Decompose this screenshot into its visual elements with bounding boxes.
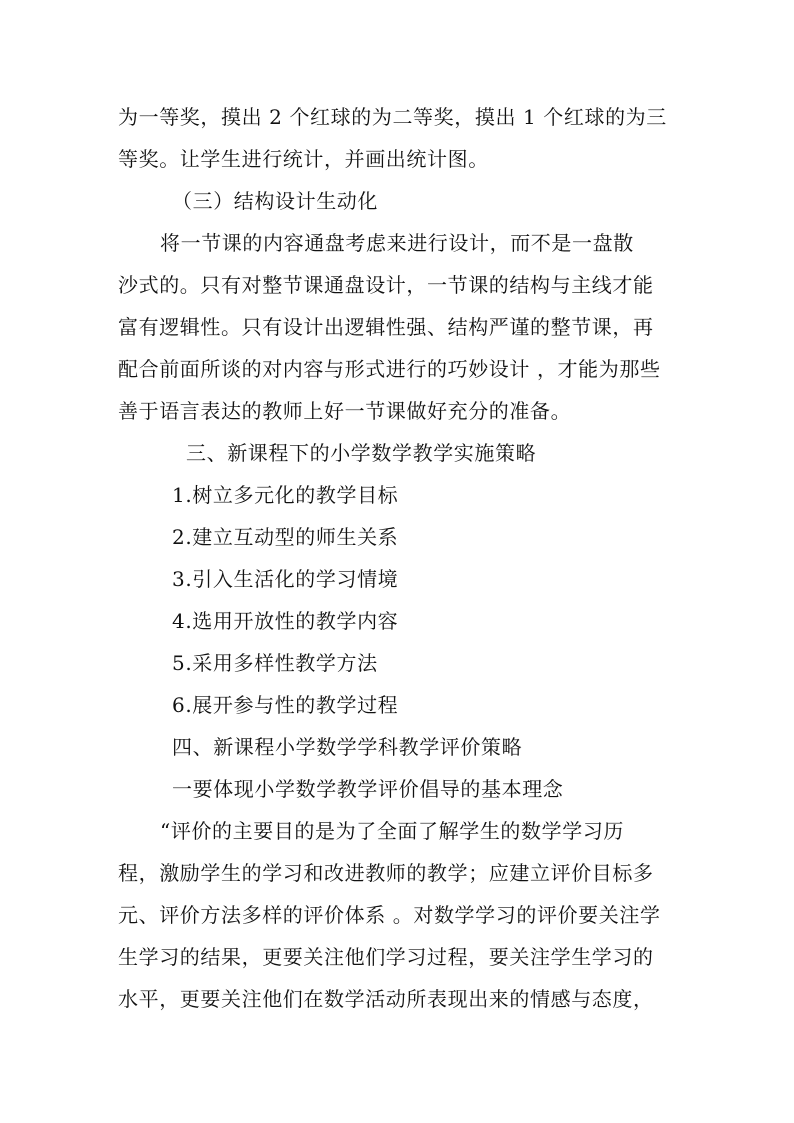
paragraph-line: 沙式的。只有对整节课通盘设计，一节课的结构与主线才能 (118, 273, 654, 297)
paragraph-line: 富有逻辑性。只有设计出逻辑性强、结构严谨的整节课，再 (118, 315, 654, 339)
section-heading: （三）结构设计生动化 (172, 189, 378, 213)
list-item: 2.建立互动型的师生关系 (172, 525, 399, 549)
section-heading: 三、新课程下的小学数学教学实施策略 (186, 441, 537, 465)
paragraph-line: 善于语言表达的教师上好一节课做好充分的准备。 (118, 399, 572, 423)
list-item: 1.树立多元化的教学目标 (172, 483, 399, 507)
paragraph-line: 将一节课的内容通盘考虑来进行设计，而不是一盘散 (160, 231, 634, 255)
paragraph-line: 配合前面所谈的对内容与形式进行的巧妙设计 ，才能为那些 (118, 357, 661, 381)
paragraph-line: 程，激励学生的学习和改进教师的教学；应建立评价目标多 (118, 861, 654, 885)
paragraph-line: “评价的主要目的是为了全面了解学生的数学学习历 (160, 819, 625, 843)
section-heading: 四、新课程小学数学学科教学评价策略 (172, 735, 523, 759)
paragraph-line: 为一等奖，摸出 2 个红球的为二等奖，摸出 1 个红球的为三 (118, 105, 667, 129)
list-item: 3.引入生活化的学习情境 (172, 567, 399, 591)
list-item: 4.选用开放性的教学内容 (172, 609, 399, 633)
paragraph-line: 生学习的结果，更要关注他们学习过程，要关注学生学习的 (118, 945, 654, 969)
list-item: 6.展开参与性的教学过程 (172, 693, 399, 717)
list-item: 5.采用多样性教学方法 (172, 651, 378, 675)
paragraph-line: 元、评价方法多样的评价体系 。对数学学习的评价要关注学 (118, 903, 661, 927)
paragraph-line: 等奖。让学生进行统计，并画出统计图。 (118, 147, 489, 171)
paragraph-line: 水平，更要关注他们在数学活动所表现出来的情感与态度， (118, 987, 654, 1011)
subheading: 一要体现小学数学教学评价倡导的基本理念 (172, 777, 564, 801)
